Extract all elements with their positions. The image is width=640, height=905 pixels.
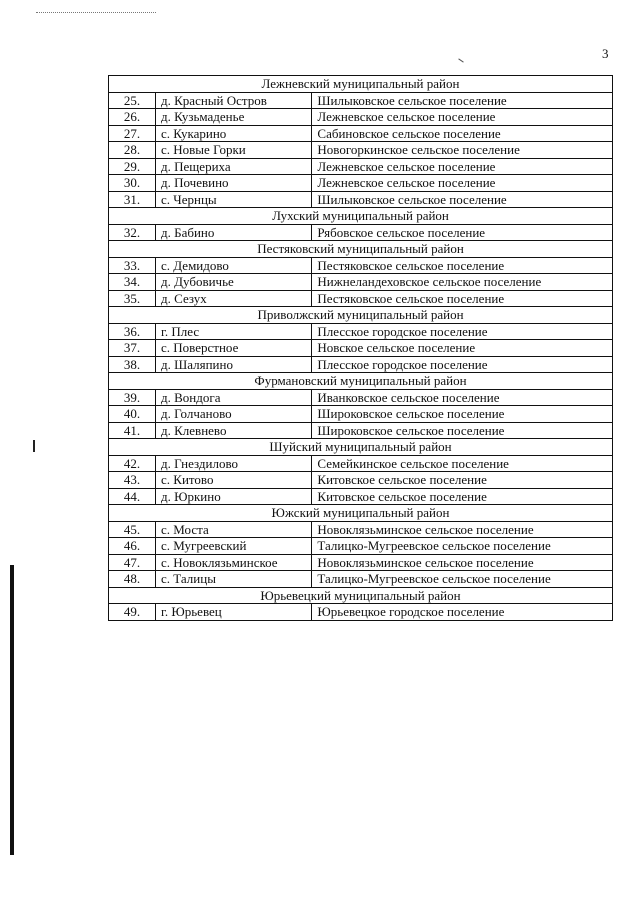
locality-name: д. Голчаново: [156, 406, 312, 423]
district-name: Лежневский муниципальный район: [109, 76, 613, 93]
table-row: [109, 422, 613, 439]
settlement-name: Лежневское сельское поселение: [312, 158, 613, 175]
row-number: 39.: [109, 389, 156, 406]
locality-name: д. Красный Остров: [156, 92, 312, 109]
settlement-name: Сабиновское сельское поселение: [312, 125, 613, 142]
settlement-name: Шилыковское сельское поселение: [312, 92, 613, 109]
row-number: 40.: [109, 406, 156, 423]
settlement-name: Рябовское сельское поселение: [312, 224, 613, 241]
settlement-name: Юрьевецкое городское поселение: [312, 604, 613, 621]
locality-name: д. Сезух: [156, 290, 312, 307]
table-row: [109, 554, 613, 571]
scan-artifact-top: [36, 12, 156, 16]
settlements-table: [108, 75, 613, 621]
locality-name: д. Кузьмаденье: [156, 109, 312, 126]
settlement-name: Лежневское сельское поселение: [312, 109, 613, 126]
table-row: [109, 257, 613, 274]
table-row: [109, 142, 613, 159]
district-header-row: [109, 208, 613, 225]
locality-name: г. Юрьевец: [156, 604, 312, 621]
locality-name: с. Новые Горки: [156, 142, 312, 159]
row-number: 48.: [109, 571, 156, 588]
settlement-name: Плесское городское поселение: [312, 356, 613, 373]
settlement-name: Новоклязьминское сельское поселение: [312, 521, 613, 538]
locality-name: с. Чернцы: [156, 191, 312, 208]
district-name: Лухский муниципальный район: [109, 208, 613, 225]
locality-name: с. Моста: [156, 521, 312, 538]
row-number: 32.: [109, 224, 156, 241]
table-row: [109, 290, 613, 307]
settlement-name: Шилыковское сельское поселение: [312, 191, 613, 208]
district-name: Шуйский муниципальный район: [109, 439, 613, 456]
row-number: 43.: [109, 472, 156, 489]
row-number: 46.: [109, 538, 156, 555]
district-header-row: [109, 373, 613, 390]
scan-margin-bar: [10, 565, 14, 855]
settlement-name: Лежневское сельское поселение: [312, 175, 613, 192]
table-row: [109, 488, 613, 505]
scan-margin-mark: [33, 440, 35, 452]
locality-name: д. Дубовичье: [156, 274, 312, 291]
locality-name: д. Почевино: [156, 175, 312, 192]
locality-name: д. Юркино: [156, 488, 312, 505]
row-number: 36.: [109, 323, 156, 340]
row-number: 49.: [109, 604, 156, 621]
locality-name: с. Новоклязьминское: [156, 554, 312, 571]
district-header-row: [109, 76, 613, 93]
row-number: 28.: [109, 142, 156, 159]
row-number: 25.: [109, 92, 156, 109]
row-number: 29.: [109, 158, 156, 175]
row-number: 47.: [109, 554, 156, 571]
row-number: 34.: [109, 274, 156, 291]
settlement-name: Пестяковское сельское поселение: [312, 290, 613, 307]
district-header-row: [109, 241, 613, 258]
locality-name: с. Талицы: [156, 571, 312, 588]
table-row: [109, 109, 613, 126]
table-row: [109, 389, 613, 406]
settlement-name: Иванковское сельское поселение: [312, 389, 613, 406]
scan-artifact-tick: [458, 58, 463, 62]
district-name: Приволжский муниципальный район: [109, 307, 613, 324]
settlement-name: Пестяковское сельское поселение: [312, 257, 613, 274]
settlement-name: Новское сельское поселение: [312, 340, 613, 357]
table-row: [109, 125, 613, 142]
locality-name: д. Бабино: [156, 224, 312, 241]
table-row: [109, 472, 613, 489]
locality-name: г. Плес: [156, 323, 312, 340]
row-number: 38.: [109, 356, 156, 373]
district-header-row: [109, 587, 613, 604]
table-row: [109, 323, 613, 340]
locality-name: с. Поверстное: [156, 340, 312, 357]
district-name: Юрьевецкий муниципальный район: [109, 587, 613, 604]
settlement-name: Талицко-Мугреевское сельское поселение: [312, 538, 613, 555]
row-number: 30.: [109, 175, 156, 192]
table-row: [109, 224, 613, 241]
table-row: [109, 175, 613, 192]
settlements-table-body: [109, 76, 613, 621]
district-name: Пестяковский муниципальный район: [109, 241, 613, 258]
settlement-name: Широковское сельское поселение: [312, 422, 613, 439]
locality-name: д. Вондога: [156, 389, 312, 406]
row-number: 45.: [109, 521, 156, 538]
table-row: [109, 92, 613, 109]
row-number: 31.: [109, 191, 156, 208]
district-name: Южский муниципальный район: [109, 505, 613, 522]
district-header-row: [109, 307, 613, 324]
table-row: [109, 604, 613, 621]
row-number: 35.: [109, 290, 156, 307]
table-row: [109, 455, 613, 472]
locality-name: д. Гнездилово: [156, 455, 312, 472]
table-row: [109, 191, 613, 208]
locality-name: д. Клевнево: [156, 422, 312, 439]
page-number: 3: [602, 46, 609, 61]
district-header-row: [109, 505, 613, 522]
settlement-name: Нижнеландеховское сельское поселение: [312, 274, 613, 291]
district-name: Фурмановский муниципальный район: [109, 373, 613, 390]
settlement-name: Талицко-Мугреевское сельское поселение: [312, 571, 613, 588]
row-number: 26.: [109, 109, 156, 126]
table-row: [109, 158, 613, 175]
locality-name: д. Шаляпино: [156, 356, 312, 373]
table-row: [109, 538, 613, 555]
table-row: [109, 356, 613, 373]
settlement-name: Широковское сельское поселение: [312, 406, 613, 423]
locality-name: д. Пещериха: [156, 158, 312, 175]
settlement-name: Китовское сельское поселение: [312, 472, 613, 489]
table-row: [109, 571, 613, 588]
row-number: 33.: [109, 257, 156, 274]
locality-name: с. Китово: [156, 472, 312, 489]
settlement-name: Китовское сельское поселение: [312, 488, 613, 505]
table-row: [109, 406, 613, 423]
row-number: 42.: [109, 455, 156, 472]
row-number: 44.: [109, 488, 156, 505]
row-number: 27.: [109, 125, 156, 142]
settlement-name: Семейкинское сельское поселение: [312, 455, 613, 472]
locality-name: с. Демидово: [156, 257, 312, 274]
row-number: 37.: [109, 340, 156, 357]
locality-name: с. Кукарино: [156, 125, 312, 142]
table-row: [109, 521, 613, 538]
settlement-name: Новоклязьминское сельское поселение: [312, 554, 613, 571]
settlement-name: Плесское городское поселение: [312, 323, 613, 340]
table-row: [109, 274, 613, 291]
district-header-row: [109, 439, 613, 456]
locality-name: с. Мугреевский: [156, 538, 312, 555]
settlement-name: Новогоркинское сельское поселение: [312, 142, 613, 159]
row-number: 41.: [109, 422, 156, 439]
table-row: [109, 340, 613, 357]
